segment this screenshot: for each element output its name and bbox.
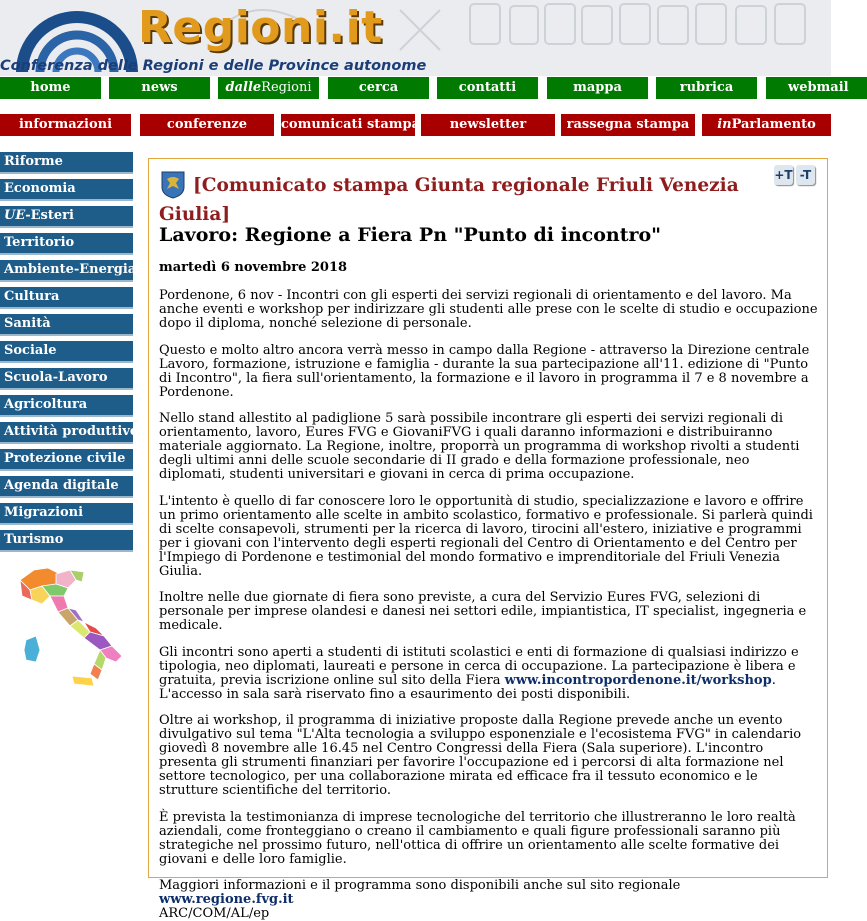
nav-in-label: Parlamento [731, 117, 816, 132]
nav-contatti[interactable]: contatti [437, 77, 538, 99]
article-date: martedì 6 novembre 2018 [159, 260, 348, 275]
paragraph-text: Maggiori informazioni e il programma sono disponibili anche sul sito regionale [159, 878, 681, 893]
article-paragraph: Oltre ai workshop, il programma di iniziative proposte dalla Regione prevede anche un evento divulgativo sul tema "L'Alta tecnologia a sviluppo esponenziale e l'ecosistema FVG" in calendario giovedì 8 novembre alle 16.45 nel Centro Congressi della Fiera (Sala superiore). L'incontro presenta gli strumenti finanziari per favorire l'occupazione ed i percorsi di alta formazione nel settore tecnologico, per una collaborazione mirata ed efficace fra il tessuto economico e le strutture scientifiche del territorio. [159, 713, 802, 798]
article-paragraph [159, 646, 819, 702]
nav-rassegna-stampa[interactable]: rassegna stampa [561, 114, 695, 136]
primary-nav [0, 77, 849, 99]
sidebar-item-economia[interactable]: Economia [0, 179, 133, 201]
paragraph-text: Gli incontri sono aperti a studenti di istituti scolastici e enti di formazione di qualsiasi indirizzo e tipologia, neo diplomati, laureati e persone in cerca di occupazione. La partecipazione è libera e gratuita, previa iscrizione online sul sito della Fiera [159, 644, 799, 688]
nav-in-parlamento[interactable] [702, 114, 831, 136]
sidebar-item-attivita-produttive[interactable]: Attività produttive [0, 422, 133, 444]
site-logo-title[interactable]: Regioni.it [138, 2, 383, 53]
nav-dalle-prefix: dalle [225, 80, 262, 95]
sidebar-item-sociale[interactable]: Sociale [0, 341, 133, 363]
article-paragraph: Questo e molto altro ancora verrà messo in campo dalla Regione - attraverso la Direzione centrale Lavoro, formazione, istruzione e famiglia - durante la sua partecipazione all'11. edizione di "Punto di Incontro", la fiera sull'orientamento, la formazione e il lavoro in programma il 7 e 8 novembre a Pordenone. [159, 342, 810, 400]
font-decrease-button[interactable]: -T [796, 165, 815, 185]
sidebar-item-ambiente-energia[interactable]: Ambiente-Energia [0, 260, 133, 282]
sidebar-ue-prefix: UE [4, 208, 26, 223]
paragraph-text: . L'accesso in sala sarà riservato fino a esaurimento dei posti disponibili. [159, 672, 776, 702]
sidebar-item-migrazioni[interactable]: Migrazioni [0, 503, 133, 525]
article-paragraph: Nello stand allestito al padiglione 5 sarà possibile incontrare gli esperti dei servizi regionali di orientamento, lavoro, Eures FVG e GiovaniFVG i quali daranno informazioni e distribuiranno materiale aggiornato. La Regione, inoltre, proporrà un programma di workshop rivolti a studenti degli ultimi anni delle scuole secondarie di II grado e della formazione professionale, neo diplomati, studenti universitari e giovani in cerca di prima occupazione. [159, 411, 800, 482]
nav-newsletter[interactable]: newsletter [421, 114, 555, 136]
article-headline: Lavoro: Regione a Fiera Pn "Punto di incontro" [159, 224, 662, 246]
nav-mappa[interactable]: mappa [547, 77, 648, 99]
regione-fvg-link[interactable]: www.regione.fvg.it [159, 892, 294, 907]
secondary-nav [0, 114, 831, 136]
italy-map-icon[interactable] [12, 566, 124, 688]
site-header [0, 0, 831, 76]
nav-dalle-regioni[interactable] [218, 77, 319, 99]
nav-webmail[interactable]: webmail [766, 77, 867, 99]
article-paragraph: Pordenone, 6 nov - Incontri con gli esperti dei servizi regionali di orientamento e del lavoro. Ma anche eventi e workshop per indirizzare gli studenti alle prese con le scelte di studio e occupazione dopo il diploma, nonché selezione di personale. [159, 288, 818, 331]
nav-conferenze[interactable]: conferenze [140, 114, 274, 136]
sidebar-item-cultura[interactable]: Cultura [0, 287, 133, 309]
nav-home[interactable]: home [0, 77, 101, 99]
nav-informazioni[interactable]: informazioni [0, 114, 131, 136]
article-paragraph: È prevista la testimonianza di imprese tecnologiche del territorio che illustreranno le loro realtà aziendali, come fronteggiano o creano il cambiamento e quali figure professionali saranno più strategiche nel prossimo futuro, nell'ottica di offrire un orientamento alle scelte formative dei giovani e delle loro famiglie. [159, 809, 796, 867]
nav-rubrica[interactable]: rubrica [656, 77, 757, 99]
article-paragraph: Inoltre nelle due giornate di fiera sono previste, a cura del Servizio Eures FVG, selezioni di personale per imprese olandesi e danesi nei settori edile, impiantistica, IT specialist, ingegneria e medicale. [159, 590, 807, 633]
nav-cerca[interactable]: cerca [328, 77, 429, 99]
site-subtitle: Conferenza delle Regioni e delle Province autonome [0, 58, 427, 74]
sidebar-ue-label: -Esteri [25, 208, 74, 223]
sidebar-item-scuola-lavoro[interactable]: Scuola-Lavoro [0, 368, 133, 390]
article-panel [148, 158, 828, 921]
nav-dalle-label: Regioni [261, 80, 312, 95]
font-increase-button[interactable]: +T [774, 165, 793, 185]
article-paragraph [159, 879, 819, 921]
nav-comunicati-stampa[interactable]: comunicati stampa [281, 114, 415, 136]
article-paragraph: L'intento è quello di far conoscere loro le opportunità di studio, specializzazione e lavoro e offrire un primo orientamento alle scelte in ambito scolastico, formativo e professionale. Si parlerà quindi di scelte consapevoli, strumenti per la ricerca di lavoro, tirocini all'estero, iniziative e programmi per i giovani con l'intervento degli esperti regionali del Centro di Orientamento e del Centro per l'Impiego di Pordenone e testimonial del mondo formativo e imprenditoriale del Friuli Venezia Giulia. [159, 493, 813, 579]
sidebar-item-agenda-digitale[interactable]: Agenda digitale [0, 476, 133, 498]
sidebar-item-sanita[interactable]: Sanità [0, 314, 133, 336]
article-category: [Comunicato stampa Giunta regionale Friuli Venezia Giulia] [159, 175, 739, 225]
sidebar-item-territorio[interactable]: Territorio [0, 233, 133, 255]
sidebar-item-agricoltura[interactable]: Agricoltura [0, 395, 133, 417]
fiera-workshop-link[interactable]: www.incontropordenone.it/workshop [504, 672, 772, 688]
sidebar-item-riforme[interactable]: Riforme [0, 152, 133, 174]
article-signature: ARC/COM/AL/ep [159, 906, 270, 921]
sidebar-item-protezione-civile[interactable]: Protezione civile [0, 449, 133, 471]
nav-in-prefix: in [717, 117, 732, 132]
nav-news[interactable]: news [109, 77, 210, 99]
sidebar-item-turismo[interactable]: Turismo [0, 530, 133, 552]
article-body [159, 289, 819, 921]
sidebar-item-ue-esteri[interactable] [0, 206, 133, 228]
